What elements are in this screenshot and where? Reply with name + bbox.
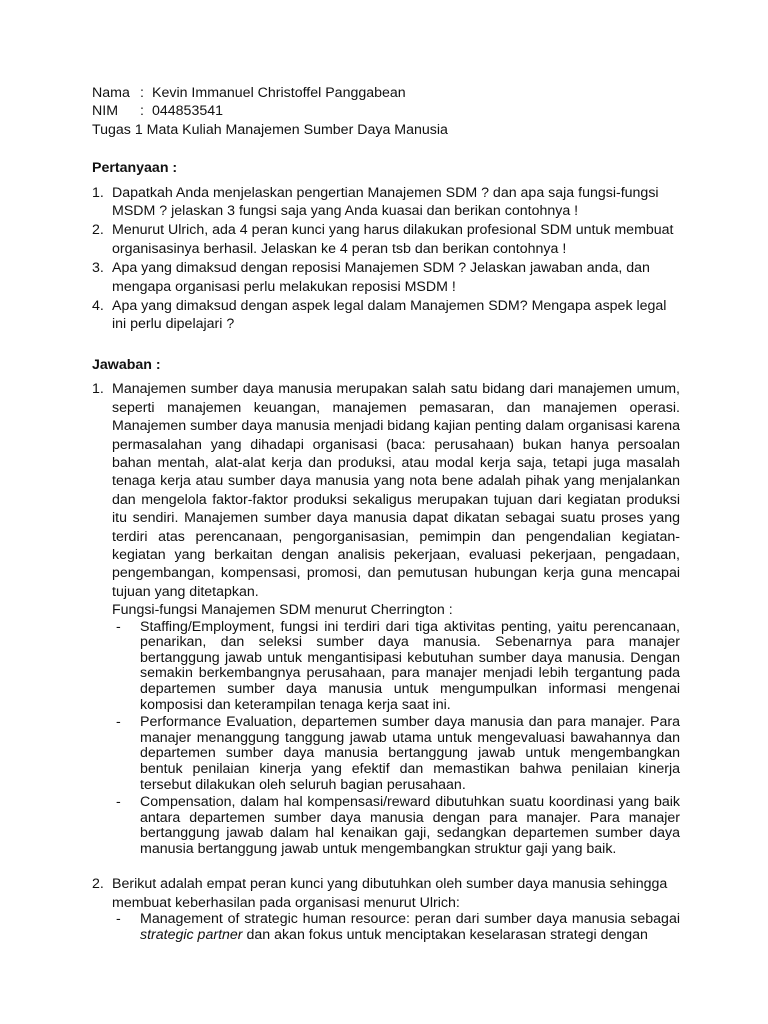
answer-number: 1. (92, 381, 104, 398)
bullet-dash: - (116, 618, 121, 635)
question-item (92, 184, 680, 221)
questions-title: Pertanyaan : (92, 160, 178, 177)
bullet-dash: - (116, 911, 121, 928)
role-text (140, 912, 680, 943)
question-item (92, 297, 680, 334)
role-text-part: dan akan fokus untuk menciptakan keselarasan strategi dengan (242, 926, 648, 943)
name-row (92, 84, 680, 102)
answer-item-1 (92, 380, 680, 859)
answer-1-paragraph: Manajemen sumber daya manusia merupakan salah satu bidang dari manajemen umum, seperti manajemen keuangan, manajemen pemasaran, dan manajemen operasi. Manajemen sumber daya manusia menjadi bidang kajian penting dalam organisasi karena permasalahan yang dihadapi organisasi (baca: perusahaan) bukan hanya persoalan bahan mentah, alat-alat kerja dan produksi, atau modal kerja saja, tetapi juga masalah tenaga kerja atau sumber daya manusia yang nota bene adalah pihak yang menjalankan dan mengelola faktor-faktor produksi sekaligus merupakan tujuan dari kegiatan produksi itu sendiri. Manajemen sumber daya manusia dapat dikatan sebagai suatu proses yang terdiri atas perencanaan, pengorganisasian, pemimpin dan pengendalian kegiatan-kegiatan yang berkaitan dengan analisis pekerjaan, evaluasi pekerjaan, pengadaan, pengembangan, kompensasi, promosi, dan pemutusan hubungan kerja guna mencapai tujuan yang ditetapkan. (112, 381, 680, 600)
nim-value: 044853541 (152, 103, 224, 120)
question-text: Dapatkah Anda menjelaskan pengertian Manajemen SDM ? dan apa saja fungsi-fungsi MSDM ? jelaskan 3 fungsi saja yang Anda kuasai dan berikan contohnya ! (112, 184, 659, 220)
role-text-italic: strategic partner (140, 926, 243, 943)
nim-label: NIM (92, 103, 119, 120)
role-text-part: Management of strategic human resource: peran dari sumber daya manusia sebagai (140, 911, 680, 928)
nim-separator: : (140, 103, 144, 120)
course-line: Tugas 1 Mata Kuliah Manajemen Sumber Daya Manusia (92, 121, 448, 138)
question-number: 2. (92, 222, 104, 239)
name-value: Kevin Immanuel Christoffel Panggabean (152, 85, 406, 101)
answer-body (112, 380, 680, 859)
question-text: Apa yang dimaksud dengan aspek legal dalam Manajemen SDM? Mengapa aspek legal ini perlu dipelajari ? (112, 298, 667, 333)
question-number: 1. (92, 184, 104, 201)
bullet-dash: - (116, 794, 121, 811)
function-text: Performance Evaluation, departemen sumber daya manusia dan para manajer. Para manajer menanggung tanggung jawab utama untuk mengevaluasi bawahannya dan departemen sumber daya manusia bertanggung jawab untuk mengembangkan bentuk penilaian kinerja yang efektif dan memastikan bahwa penilaian kinerja tersebut dilakukan oleh seluruh bagian perusahaan. (140, 714, 680, 793)
role-item (112, 912, 680, 943)
answer-number: 2. (92, 876, 104, 893)
answer-2-intro: Berikut adalah empat peran kunci yang dibutuhkan oleh sumber daya manusia sehingga membuat keberhasilan pada organisasi menurut Ulrich: (112, 876, 668, 911)
answer-item-2 (92, 875, 680, 945)
answers-list (92, 380, 680, 945)
question-item (92, 221, 680, 258)
function-text: Compensation, dalam hal kompensasi/reward dibutuhkan suatu koordinasi yang baik antara departemen sumber daya manusia dengan para manajer. Para manajer bertanggung jawab dalam hal kenaikan gaji, sedangkan departemen sumber daya manusia bertanggung jawab untuk mengembangkan struktur gaji yang baik. (140, 794, 680, 857)
functions-intro: Fungsi-fungsi Manajemen SDM menurut Cherrington : (112, 602, 453, 619)
function-item (112, 620, 680, 714)
questions-list (92, 184, 680, 334)
nim-row (92, 102, 680, 120)
bullet-dash: - (116, 714, 121, 731)
function-item (112, 715, 680, 793)
roles-list (112, 912, 680, 943)
name-separator: : (140, 85, 144, 101)
answers-title: Jawaban : (92, 356, 161, 373)
question-text: Apa yang dimaksud dengan reposisi Manajemen SDM ? Jelaskan jawaban anda, dan mengapa organisasi perlu melakukan reposisi MSDM ! (112, 260, 650, 295)
question-item (92, 259, 680, 296)
function-text: Staffing/Employment, fungsi ini terdiri dari tiga aktivitas penting, yaitu perencanaan, penarikan, dan seleksi sumber daya manusia. Sebenarnya para manajer bertanggung jawab untuk mengantisipasi kebutuhan sumber daya manusia. Dengan semakin berkembangnya perusahaan, para manajer menjadi lebih tergantung pada departemen sumber daya manusia untuk mengumpulkan informasi mengenai komposisi dan keterampilan tenaga kerja saat ini. (140, 618, 680, 713)
name-label: Nama (92, 85, 130, 101)
spacer (92, 859, 680, 875)
question-text: Menurut Ulrich, ada 4 peran kunci yang harus dilakukan profesional SDM untuk membuat organisasinya berhasil. Jelaskan ke 4 peran tsb dan berikan contohnya ! (112, 222, 674, 257)
function-item (112, 795, 680, 857)
question-number: 3. (92, 260, 104, 277)
functions-list (112, 620, 680, 858)
question-number: 4. (92, 298, 104, 315)
answer-body (112, 875, 680, 945)
